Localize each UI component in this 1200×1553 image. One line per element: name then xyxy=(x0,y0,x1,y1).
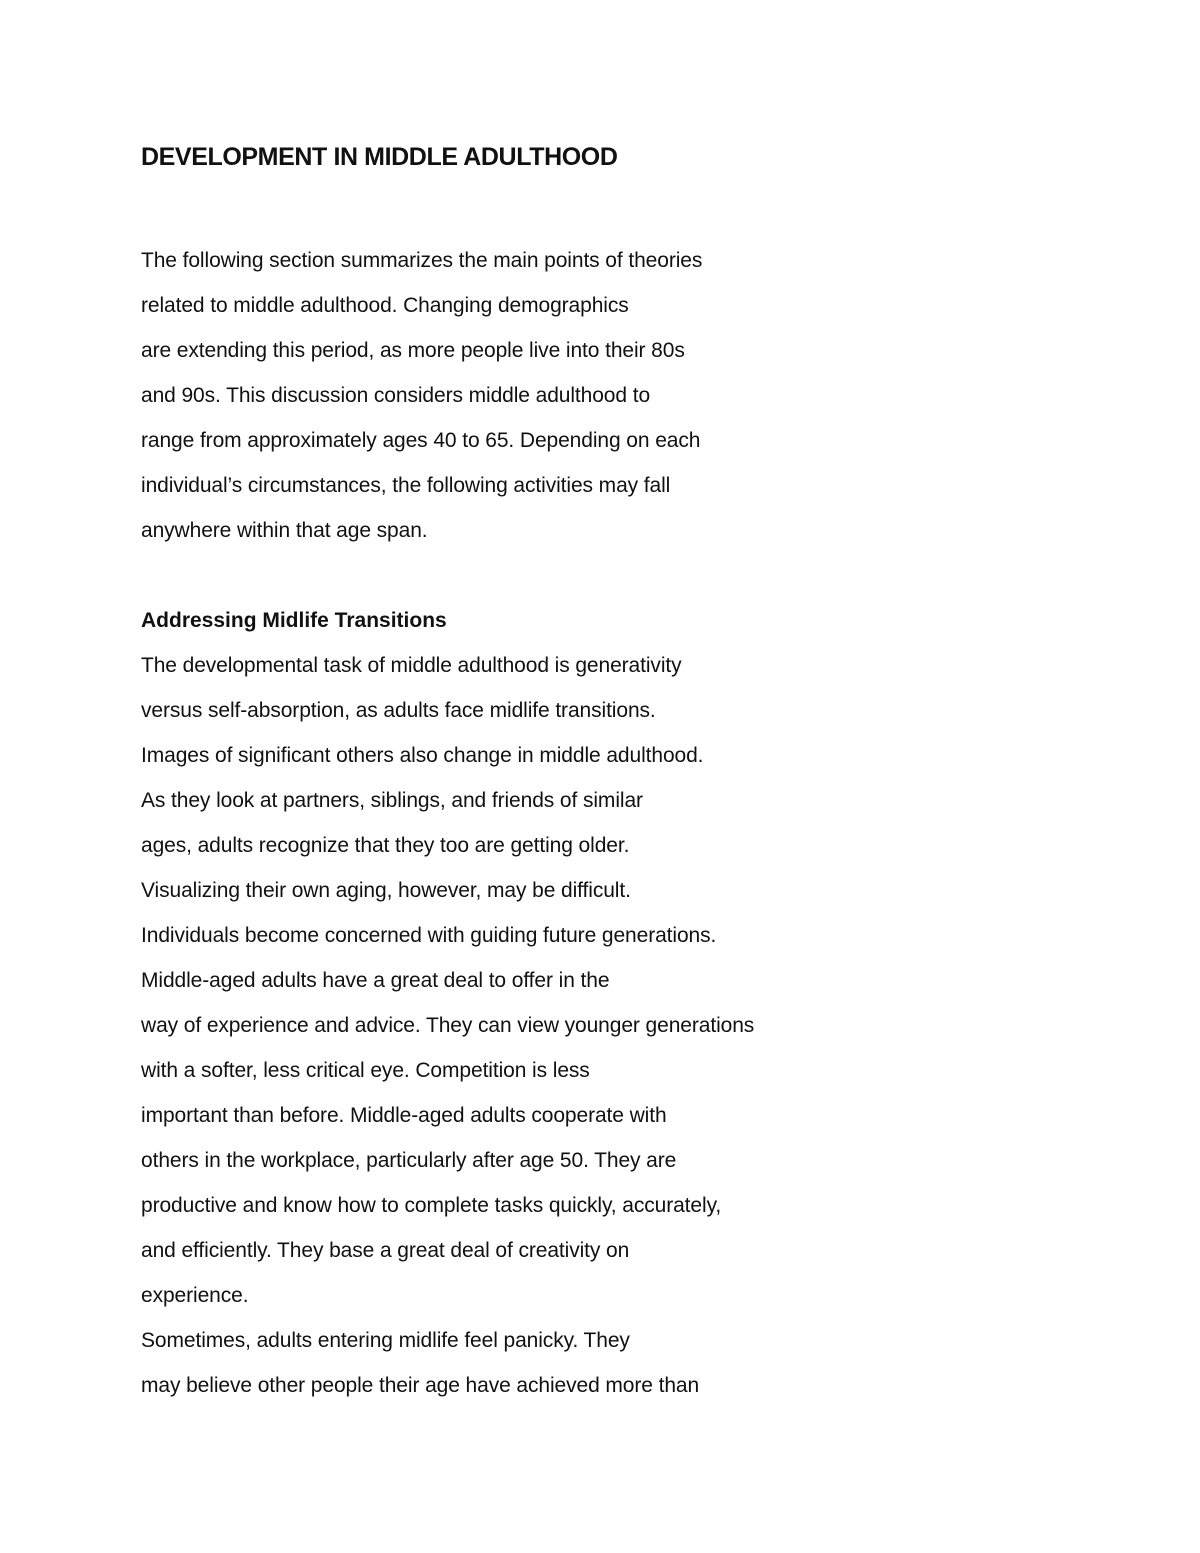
text-line: anywhere within that age span. xyxy=(141,519,428,542)
intro-paragraph xyxy=(141,238,1141,553)
text-line: individual’s circumstances, the following activities may fall xyxy=(141,474,671,497)
document-body xyxy=(141,140,1141,1408)
text-line: important than before. Middle-aged adults cooperate with xyxy=(141,1104,667,1127)
text-line: Individuals become concerned with guiding future generations. xyxy=(141,924,717,947)
text-line: are extending this period, as more people live into their 80s xyxy=(141,339,685,362)
text-line: Middle-aged adults have a great deal to offer in the xyxy=(141,969,610,992)
section-paragraph xyxy=(141,643,1141,1408)
text-line: ages, adults recognize that they too are getting older. xyxy=(141,834,630,857)
document-title: DEVELOPMENT IN MIDDLE ADULTHOOD xyxy=(141,143,618,171)
text-line: experience. xyxy=(141,1284,249,1307)
text-line: The developmental task of middle adulthood is generativity xyxy=(141,654,682,677)
text-line: related to middle adulthood. Changing demographics xyxy=(141,294,629,317)
text-line: and 90s. This discussion considers middle adulthood to xyxy=(141,384,651,407)
text-line: productive and know how to complete tasks quickly, accurately, xyxy=(141,1194,722,1217)
text-line: with a softer, less critical eye. Competition is less xyxy=(141,1059,590,1082)
text-line: way of experience and advice. They can view younger generations xyxy=(141,1014,755,1037)
text-line: may believe other people their age have achieved more than xyxy=(141,1374,700,1397)
text-line: Images of significant others also change in middle adulthood. xyxy=(141,744,704,767)
text-line: Visualizing their own aging, however, may be difficult. xyxy=(141,879,631,902)
text-line: As they look at partners, siblings, and friends of similar xyxy=(141,789,643,812)
text-line: range from approximately ages 40 to 65. Depending on each xyxy=(141,429,701,452)
text-line: and efficiently. They base a great deal of creativity on xyxy=(141,1239,630,1262)
text-line: others in the workplace, particularly after age 50. They are xyxy=(141,1149,677,1172)
text-line: The following section summarizes the main points of theories xyxy=(141,249,703,272)
section-heading: Addressing Midlife Transitions xyxy=(141,609,447,632)
text-line: Sometimes, adults entering midlife feel panicky. They xyxy=(141,1329,630,1352)
text-line: versus self-absorption, as adults face midlife transitions. xyxy=(141,699,656,722)
